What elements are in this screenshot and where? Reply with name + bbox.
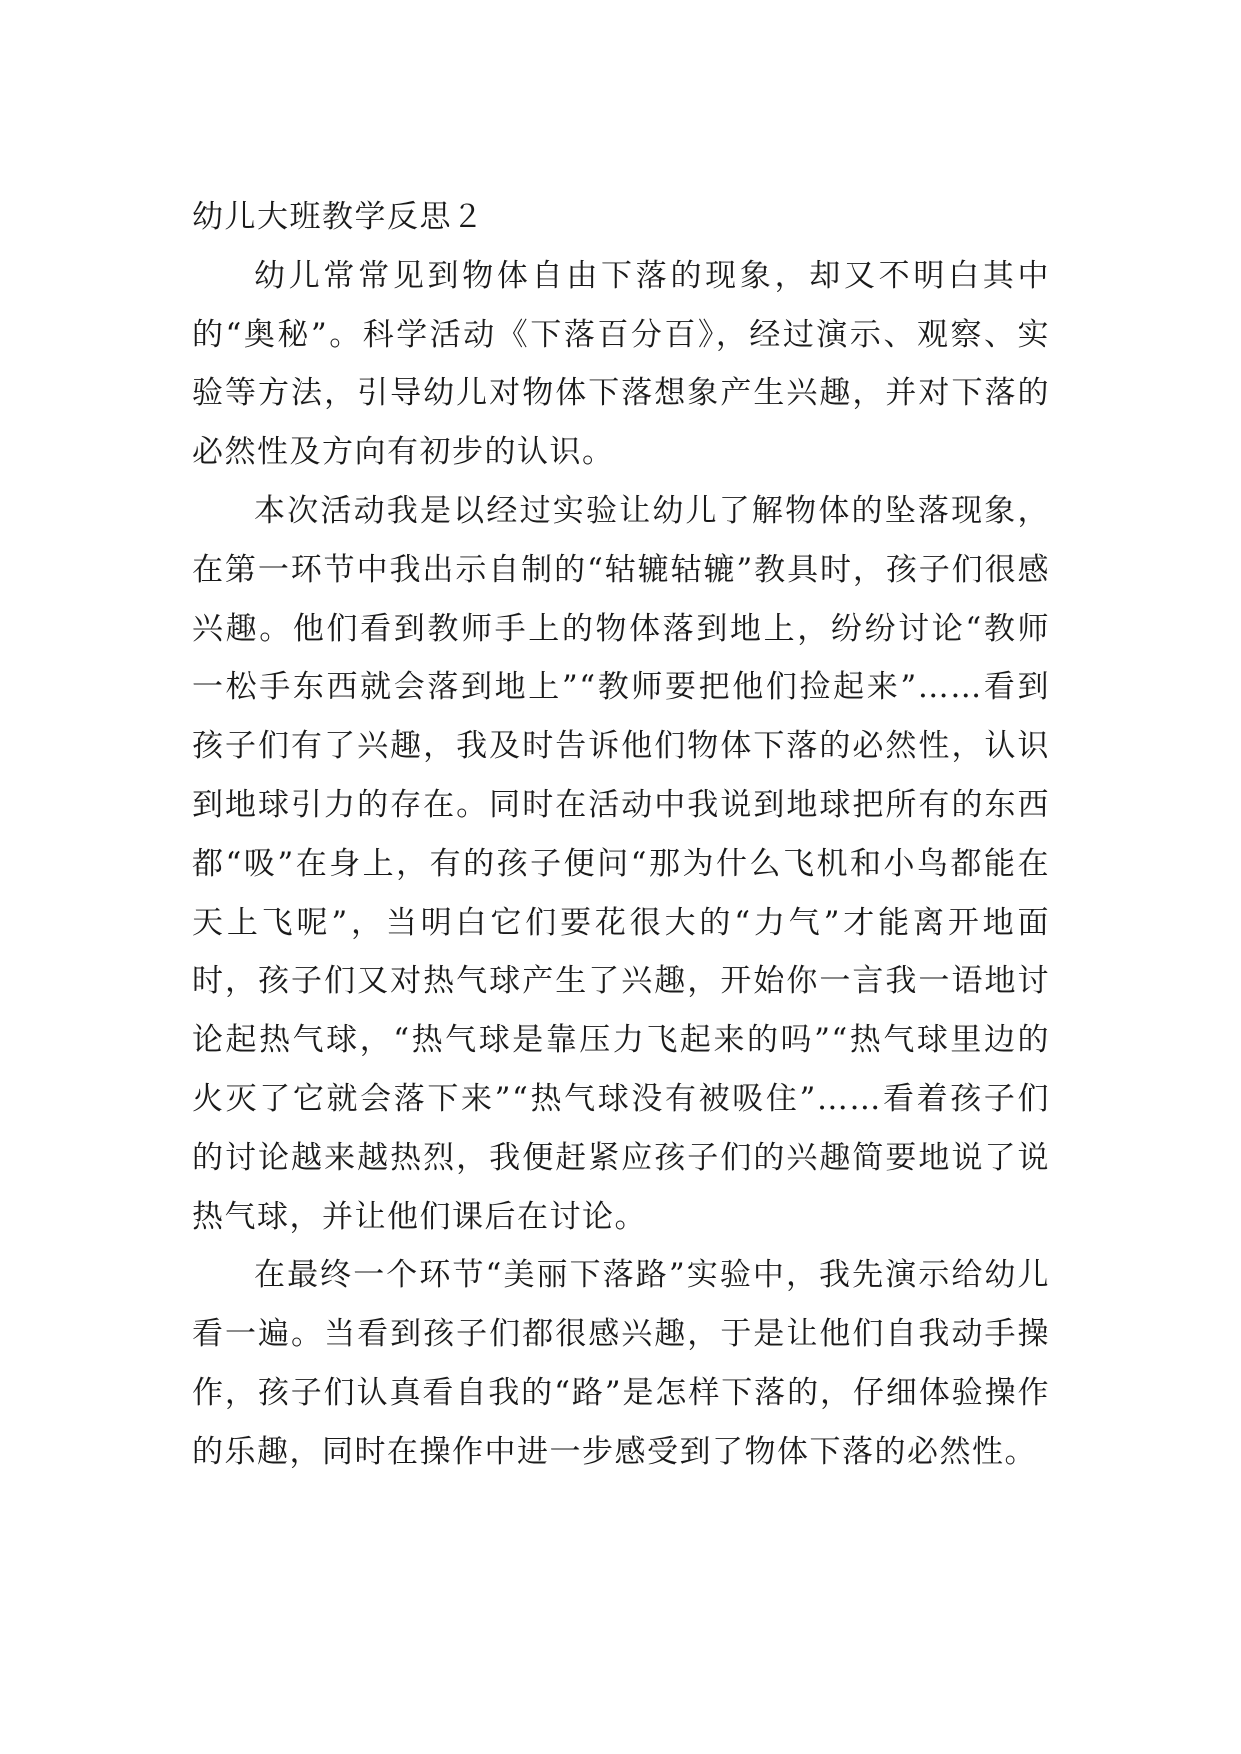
document-body (192, 188, 1050, 1482)
paragraph-1: 幼儿常常见到物体自由下落的现象，却又不明白其中的“奥秘”。科学活动《下落百分百》，经过演示、观察、实验等方法，引导幼儿对物体下落想象产生兴趣，并对下落的必然性及方向有初步的认识。 (192, 257, 1050, 471)
paragraph-3: 在最终一个环节“美丽下落路”实验中，我先演示给幼儿看一遍。当看到孩子们都很感兴趣，于是让他们自我动手操作，孩子们认真看自我的“路”是怎样下落的，仔细体验操作的乐趣，同时在操作中进一步感受到了物体下落的必然性。 (192, 1257, 1050, 1470)
paragraph-2: 本次活动我是以经过实验让幼儿了解物体的坠落现象，在第一环节中我出示自制的“轱辘轱辘”教具时，孩子们很感兴趣。他们看到教师手上的物体落到地上，纷纷讨论“教师一松手东西就会落到地上”“教师要把他们捡起来”……看到孩子们有了兴趣，我及时告诉他们物体下落的必然性，认识到地球引力的存在。同时在活动中我说到地球把所有的东西都“吸”在身上，有的孩子便问“那为什么飞机和小鸟都能在天上飞呢”，当明白它们要花很大的“力气”才能离开地面时，孩子们又对热气球产生了兴趣，开始你一言我一语地讨论起热气球，“热气球是靠压力飞起来的吗”“热气球里边的火灭了它就会落下来”“热气球没有被吸住”……看着孩子们的讨论越来越热烈，我便赶紧应孩子们的兴趣简要地说了说热气球，并让他们课后在讨论。 (192, 492, 1050, 1235)
document-title: 幼儿大班教学反思２ (192, 199, 485, 235)
